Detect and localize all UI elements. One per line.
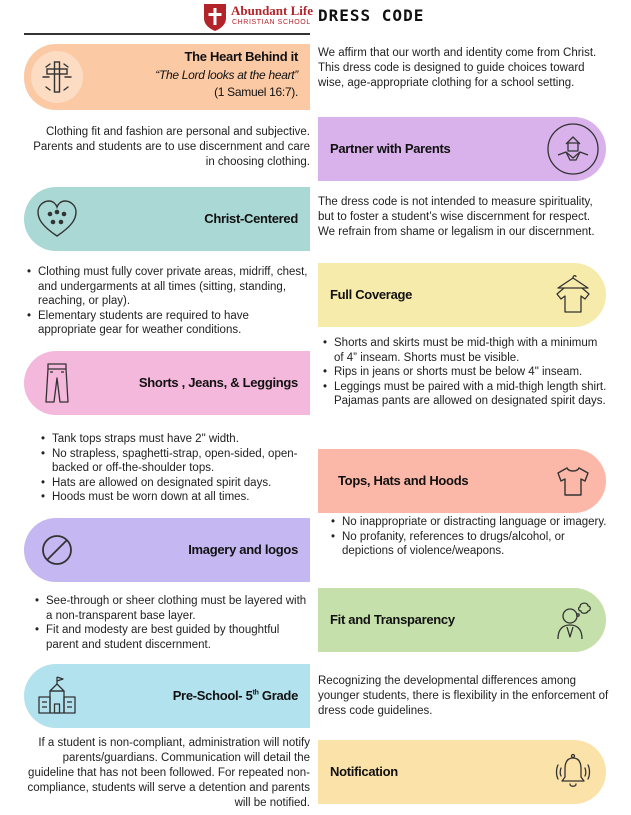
thinking-person-icon [546, 593, 600, 647]
heart-banner [24, 44, 310, 110]
coverage-list [26, 265, 310, 338]
list-item: • Elementary students are required to have appropriate gear for weather conditions. [26, 309, 310, 338]
tops-list [40, 432, 312, 505]
fit-list [34, 594, 310, 652]
heart-people-icon [30, 192, 84, 246]
pants-icon [30, 356, 84, 410]
preschool-banner [24, 664, 310, 728]
partner-banner [318, 117, 606, 181]
christ-banner [24, 187, 310, 251]
heart-reference: (1 Samuel 16:7). [214, 85, 298, 99]
heart-quote: “The Lord looks at the heart” [155, 68, 298, 82]
header-divider [24, 33, 310, 35]
preschool-label-text: Pre-School- 5 [172, 688, 253, 703]
preschool-label-sup: th [252, 689, 259, 697]
fit-banner [318, 588, 606, 652]
tops-label: Tops, Hats and Hoods [338, 473, 469, 488]
shorts-label: Shorts , Jeans, & Leggings [138, 375, 298, 390]
fit-label: Fit and Transparency [330, 612, 455, 627]
preschool-text: Recognizing the developmental differences among younger students, there is flexibility in the enforcement of dress code guidelines. [318, 675, 609, 717]
partner-text: Clothing fit and fashion are personal and subjective. Parents and students are to use discernment and care in choosing clothing. [33, 126, 310, 168]
tops-banner [318, 449, 606, 513]
coverage-label: Full Coverage [330, 287, 413, 302]
partner-label: Partner with Parents [330, 141, 451, 156]
notification-label: Notification [330, 764, 398, 779]
christ-text: The dress code is not intended to measure spirituality, but to foster a student’s wise discernment for respect. We refrain from shame or legalism in our discernment. [318, 196, 595, 238]
notification-banner [318, 740, 606, 804]
shorts-list [322, 336, 608, 409]
preschool-label-end: Grade [258, 688, 298, 703]
list-item: • Tank tops straps must have 2" width. [40, 432, 312, 447]
heart-title: The Heart Behind it [184, 49, 298, 64]
page-header [0, 0, 631, 34]
list-item: • No inappropriate or distracting language or imagery. [330, 515, 610, 530]
prohibited-icon [30, 523, 84, 577]
list-item: • Clothing must fully cover private areas, midriff, chest, and undergarments at all times (sitting, standing, reaching, or play). [26, 265, 310, 309]
imagery-banner [24, 518, 310, 582]
schoolhouse-icon [30, 669, 84, 723]
imagery-label: Imagery and logos [188, 542, 298, 557]
tshirt-icon [546, 454, 600, 508]
cross-icon [30, 50, 84, 104]
handshake-house-icon [546, 122, 600, 176]
christ-label: Christ-Centered [204, 211, 298, 226]
shorts-banner [24, 351, 310, 415]
coverage-banner [318, 263, 606, 327]
school-name: Abundant Life [231, 3, 313, 18]
ringing-bell-icon [546, 745, 600, 799]
shirt-hanger-icon [546, 268, 600, 322]
notification-text: If a student is non-compliant, administration will notify parents/guardians. Communication will detail the guideline that has not been followed. For repeated non-compliance, students will serve a detention and parents will be notified. [27, 737, 310, 809]
heart-text: We affirm that our worth and identity come from Christ. This dress code is designed to guide choices toward wise, age-appropriate clothing for a school setting. [318, 47, 597, 89]
list-item: • Hoods must be worn down at all times. [40, 490, 312, 505]
list-item: • Shorts and skirts must be mid-thigh with a minimum of 4” inseam. Shorts must be visible. [322, 336, 608, 365]
school-subtitle: CHRISTIAN SCHOOL [232, 19, 311, 26]
list-item: • Leggings must be paired with a mid-thigh length shirt. Pajamas pants are allowed on designated spirit days. [322, 380, 608, 409]
list-item: • Fit and modesty are best guided by thoughtful parent and student discernment. [34, 623, 310, 652]
list-item: • No profanity, references to drugs/alcohol, or depictions of violence/weapons. [330, 530, 610, 559]
list-item: • Rips in jeans or shorts must be below 4" inseam. [322, 365, 608, 380]
list-item: • See-through or sheer clothing must be layered with a non-transparent base layer. [34, 594, 310, 623]
school-logo-shield-icon [202, 2, 228, 32]
preschool-label [173, 688, 298, 703]
list-item: • No strapless, spaghetti-strap, open-sided, open-backed or off-the-shoulder tops. [40, 447, 312, 476]
imagery-list [330, 515, 610, 559]
page-title: DRESS CODE [318, 6, 425, 25]
list-item: • Hats are allowed on designated spirit days. [40, 476, 312, 491]
